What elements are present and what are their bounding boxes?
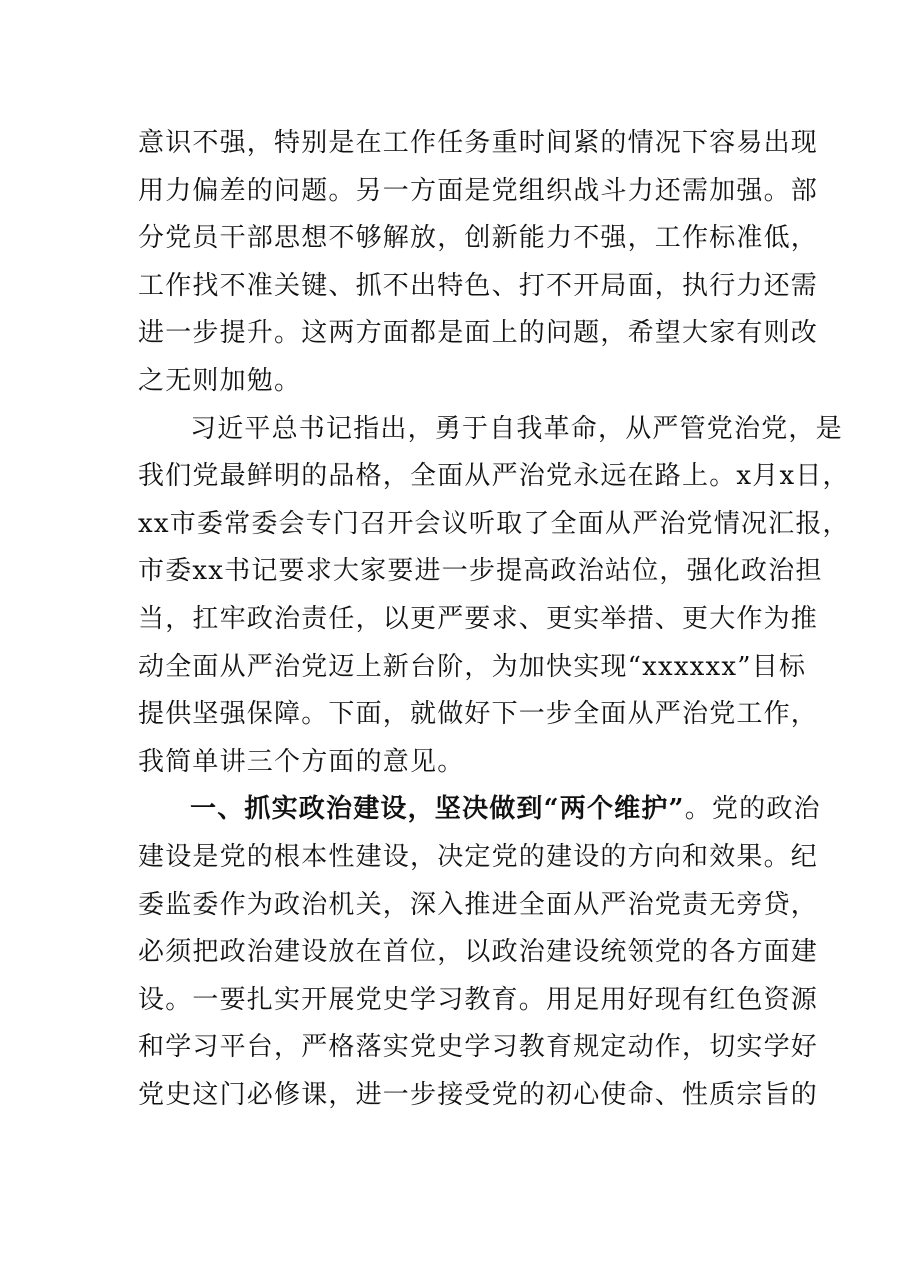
section-heading-tail: 。党的政治 bbox=[684, 794, 821, 825]
text-line: 工作找不准关键、抓不出特色、打不开局面，执行力还需 bbox=[138, 270, 819, 301]
text-line: 进一步提升。这两方面都是面上的问题，希望大家有则改 bbox=[138, 318, 819, 349]
text-line: 用力偏差的问题。另一方面是党组织战斗力还需加强。部 bbox=[138, 175, 819, 206]
text-line: 我简单讲三个方面的意见。 bbox=[138, 746, 465, 777]
paragraph-1 bbox=[138, 120, 819, 406]
text-line: 之无则加勉。 bbox=[138, 365, 302, 396]
text-line: 市委xx书记要求大家要进一步提高政治站位，强化政治担 bbox=[138, 556, 823, 587]
document-body bbox=[138, 120, 850, 1119]
paragraph-3 bbox=[138, 786, 821, 1119]
text-line: 党史这门必修课，进一步接受党的初心使命、性质宗旨的 bbox=[138, 1079, 819, 1110]
section-heading-line bbox=[138, 786, 821, 834]
text-line: 提供坚强保障。下面，就做好下一步全面从严治党工作， bbox=[138, 699, 819, 730]
text-line: 必须把政治建设放在首位，以政治建设统领党的各方面建 bbox=[138, 937, 819, 968]
section-heading: 一、抓实政治建设，坚决做到“两个维护” bbox=[190, 794, 685, 825]
text-line: 意识不强，特别是在工作任务重时间紧的情况下容易出现 bbox=[138, 128, 819, 158]
text-line: 设。一要扎实开展党史学习教育。用足用好现有红色资源 bbox=[138, 984, 819, 1015]
text-line: 我们党最鲜明的品格，全面从严治党永远在路上。x月x日， bbox=[138, 461, 850, 492]
text-line: 当，扛牢政治责任，以更严要求、更实举措、更大作为推 bbox=[138, 603, 819, 634]
text-line: 和学习平台，严格落实党史学习教育规定动作，切实学好 bbox=[138, 1032, 819, 1063]
text-line: 委监委作为政治机关，深入推进全面从严治党责无旁贷， bbox=[138, 889, 819, 920]
paragraph-2 bbox=[138, 406, 850, 787]
text-line: 动全面从严治党迈上新台阶，为加快实现“xxxxxx”目标 bbox=[138, 651, 807, 682]
text-line: xx市委常委会专门召开会议听取了全面从严治党情况汇报， bbox=[138, 508, 850, 539]
text-line: 分党员干部思想不够解放，创新能力不强，工作标准低， bbox=[138, 223, 819, 254]
text-line: 建设是党的根本性建设，决定党的建设的方向和效果。纪 bbox=[138, 841, 819, 872]
text-line: 习近平总书记指出，勇于自我革命，从严管党治党，是 bbox=[190, 413, 843, 444]
